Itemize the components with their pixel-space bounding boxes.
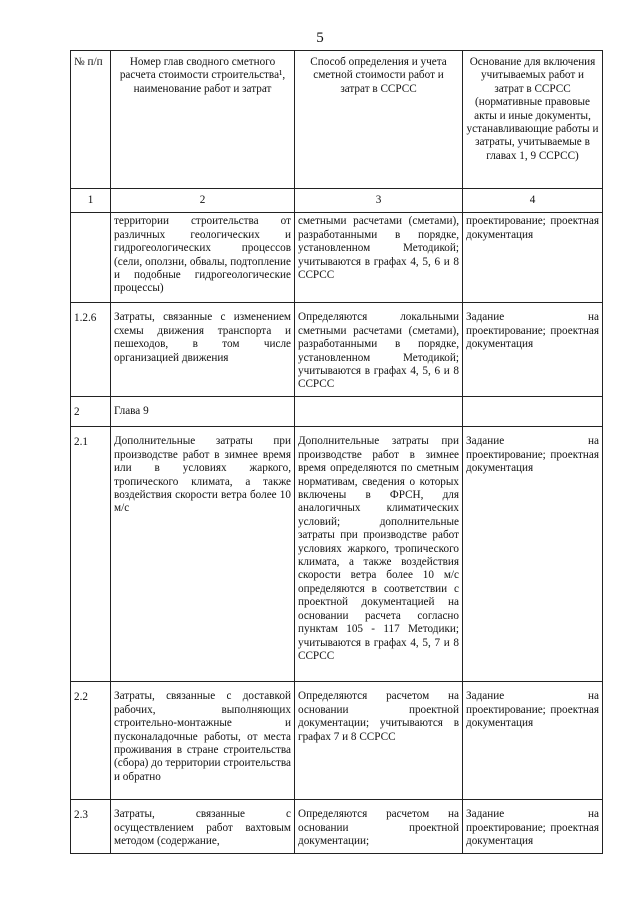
table-row bbox=[71, 303, 603, 397]
row-name: территории строительства от различных геологических и гидрогеологических процессов (сели, оползни, обвалы, подтопление и подобные гидрогеологические процессы) bbox=[111, 213, 295, 303]
row-basis: Задание на проектирование; проектная документация bbox=[463, 427, 603, 682]
header-basis: Основание для включения учитываемых работ и затрат в ССРСС (нормативные правовые акты и иные документы, устанавливающие работы и затраты, учитываемые в главах 1, 9 ССРСС) bbox=[463, 51, 603, 189]
row-number: 2.3 bbox=[71, 800, 111, 854]
row-method: Дополнительные затраты при производстве работ в зимнее время определяются по сметным нормативам, сведения о которых включены в ФРСН, для аналогичных климатических условий; дополнительные затраты при производстве работ условиях жаркого, тропического климата, а также воздействия скорости ветра более 10 м/с определяются в соответствии с проектной документацией на основании расчета согласно пунктам 105 - 117 Методики; учитываются в графах 4, 5, 7 и 8 ССРСС bbox=[295, 427, 463, 682]
column-index-row bbox=[71, 189, 603, 213]
row-method bbox=[295, 397, 463, 427]
row-basis bbox=[463, 397, 603, 427]
header-method: Способ определения и учета сметной стоимости работ и затрат в ССРСС bbox=[295, 51, 463, 189]
row-number: 2 bbox=[71, 397, 111, 427]
column-index: 4 bbox=[463, 189, 603, 213]
row-number: 2.1 bbox=[71, 427, 111, 682]
row-basis: Задание на проектирование; проектная документация bbox=[463, 800, 603, 854]
row-method: сметными расчетами (сметами), разработанными в порядке, установленном Методикой; учитываются в графах 4, 5, 6 и 8 ССРСС bbox=[295, 213, 463, 303]
row-number: 2.2 bbox=[71, 682, 111, 800]
row-number: 1.2.6 bbox=[71, 303, 111, 397]
row-method: Определяются расчетом на основании проектной документации; bbox=[295, 800, 463, 854]
row-name: Глава 9 bbox=[111, 397, 295, 427]
row-method: Определяются локальными сметными расчетами (сметами), разработанными в порядке, установленном Методикой; учитываются в графах 4, 5, 6 и 8 ССРСС bbox=[295, 303, 463, 397]
column-index: 2 bbox=[111, 189, 295, 213]
row-basis: проектирование; проектная документация bbox=[463, 213, 603, 303]
row-basis: Задание на проектирование; проектная документация bbox=[463, 303, 603, 397]
row-name: Затраты, связанные с доставкой рабочих, выполняющих строительно-монтажные и пусконаладочные работы, от места проживания в стране строительства (сбора) до территории строительства и обратно bbox=[111, 682, 295, 800]
row-number bbox=[71, 213, 111, 303]
table-row bbox=[71, 800, 603, 854]
column-index: 3 bbox=[295, 189, 463, 213]
row-name: Затраты, связанные с осуществлением работ вахтовым методом (содержание, bbox=[111, 800, 295, 854]
table-row bbox=[71, 397, 603, 427]
row-basis: Задание на проектирование; проектная документация bbox=[463, 682, 603, 800]
table-row bbox=[71, 427, 603, 682]
table-header-row bbox=[71, 51, 603, 189]
row-name: Затраты, связанные с изменением схемы движения транспорта и пешеходов, в том числе организацией движения bbox=[111, 303, 295, 397]
row-name: Дополнительные затраты при производстве работ в зимнее время или в условиях жаркого, тропического климата, а также воздействия скорости ветра более 10 м/с bbox=[111, 427, 295, 682]
cost-table bbox=[70, 50, 603, 854]
column-index: 1 bbox=[71, 189, 111, 213]
row-method: Определяются расчетом на основании проектной документации; учитываются в графах 7 и 8 ССРСС bbox=[295, 682, 463, 800]
table-row bbox=[71, 213, 603, 303]
table-row bbox=[71, 682, 603, 800]
header-chapter-name: Номер глав сводного сметного расчета стоимости строительства¹, наименование работ и затрат bbox=[111, 51, 295, 189]
header-number: № п/п bbox=[71, 51, 111, 189]
page-number: 5 bbox=[316, 30, 324, 46]
